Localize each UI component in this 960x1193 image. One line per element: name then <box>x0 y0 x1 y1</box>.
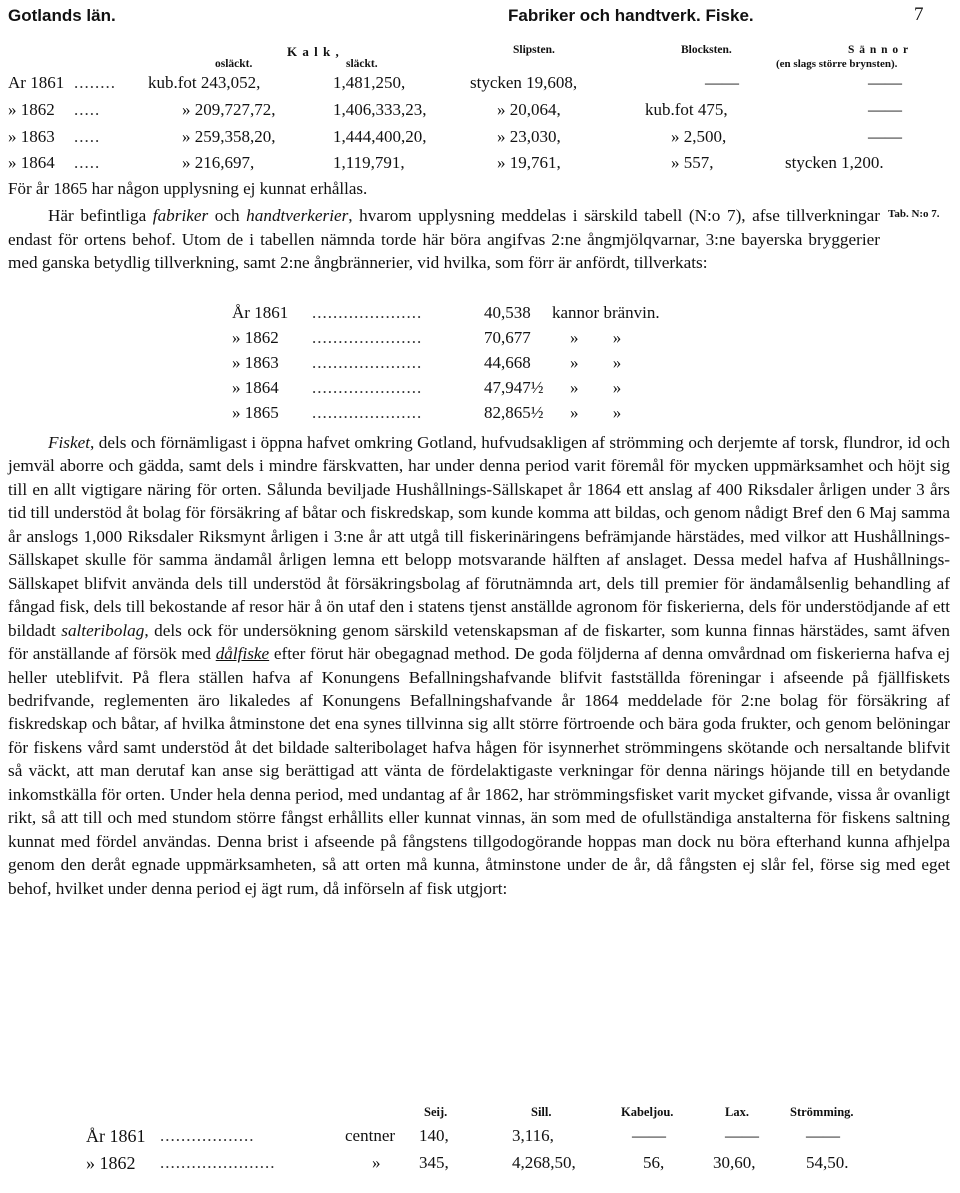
kalk-oslackt: kub.fot 243,052, <box>148 73 261 92</box>
branvin-year: » 1865 <box>232 403 279 422</box>
fish-row <box>0 1153 960 1177</box>
branvin-row <box>0 378 960 402</box>
para2-text-f: efter förut här obegagnad method. De goda följderna af denna omvårdnad om fiskerierna hafva ej heller uteblifvit. På flera ställen hafva af Konungens Befallningshafvande blifvit fastställda föreningar i afseende på fjällfiskets bedrifvande, reglementen äro likaledes af Konungens Befallningshafvande år 1864 meddelade för 2:ne bolag för försäkring af fiskredskap och båtar, af hvilka åtminstone det ena synes tillvinna sig allt större förtroende och bära goda frukter, och genom belöningar för fiskens vård samt understöd åt det bildade salteribolaget hafva hågen för isynnerhet strömmingens skötande och nersaltande blifvit så väckt, att man derutaf kan anse sig berättigad att vänta de fördelaktigaste verkningar för denna närings höjande till en betydande inkomstkälla för orten. Under hela denna period, med undantag af år 1862, har strömmingsfisket varit mycket gifvande, vissa år ovanligt rikt, så att till och med stundom större fångst erhållits eller kunnat vinnas, än som med de ofullständiga anstalterna för fiskens saltning kunnat med fördel användas. Denna brist i afseende på fångstens tillgodogörande hoppas man dock nu böra efterhand kunna afhjelpa genom den deråt egnade uppmärksamheten, så att orten må kunna, åtminstone under de år, då fångsten ej slår fel, förse sig med eget behof, hvilket under denna period ej ägt rum, då införseln af fisk utgjort: <box>8 644 950 898</box>
branvin-value: 70,677 <box>484 328 531 347</box>
kalk-year: » 1863 <box>8 127 55 146</box>
col-header-stromming: Strömming. <box>790 1105 854 1119</box>
leader-dots: ........ <box>74 73 116 92</box>
branvin-row <box>0 328 960 352</box>
branvin-year: År 1861 <box>232 303 289 322</box>
kalk-oslackt: » 209,727,72, <box>182 100 276 119</box>
col-header-seij: Seij. <box>424 1105 448 1119</box>
leader-dots: ..................... <box>312 353 423 372</box>
para1-text-e: , hvarom upplysning meddelas i särskild tabell (N:o 7), afse tillverkningar endast för ortens behof. Utom de i tabellen nämnda torde här böra angifvas 2:ne ångmjölqvarnar, 3:ne bayerska bryggerier med ganska betydlig tillverkning, samt 2:ne ångbrännerier, vid hvilka, som förr är anfördt, tillverkats: <box>8 206 880 273</box>
leader-dots: ..... <box>74 153 101 172</box>
para2-term-salteribolag: salteribolag <box>61 620 145 640</box>
branvin-unit: » » <box>570 403 622 422</box>
col-header-kabeljou: Kabeljou. <box>621 1105 674 1119</box>
para2-text-b: , dels och förnämligast i öppna hafvet omkring Gotland, hufvudsakligen af strömming och derjemte af torsk, flundror, id och jemväl aborre och gädda, samt dels i mindre färskvatten, har under denna period varit föremål för mycken uppmärksamhet och höjt sig till en allt vigtigare näring för orten. Sålunda beviljade Hushållnings-Sällskapet år 1864 ett anslag af 400 Riksdaler årligen under 3 års tid till understöd åt bolag för försäkring af båtar och fiskredskap, som kunde komma att bildas, och genom nådigt Bref den 6 Maj samma år anslogs 1,000 Riksdaler Riksmynt årligen i 3:ne år att utgå till fiskerinäringens befrämjande härstädes, med vilkor att Hushållnings-Sällskapet skulle för samma ändamål årligen lemna ett belopp motsvarande hälften af anslaget. Dessa medel hafva af Hushållnings-Sällskapet blifvit använda dels till understöd åt försäkringsbolag af förutnämnda art, dels till premier för ändamålsenlig behandling af fångad fisk, dels till bekostande af resor här å ön utaf den i statens tjenst anställde agronom för fiskerierna, dels för understödjande af ett bildadt <box>8 433 950 640</box>
paragraph-fisket <box>8 431 950 900</box>
leader-dots: ..................... <box>312 378 423 397</box>
leader-dots: .................. <box>160 1126 255 1145</box>
leader-dots: ..................... <box>312 328 423 347</box>
kalk-slackt: 1,444,400,20, <box>333 127 427 146</box>
fish-kabeljou: 56, <box>643 1153 665 1172</box>
fish-unit: » <box>372 1153 381 1172</box>
kalk-row <box>0 153 960 177</box>
kalk-slipsten: » 23,030, <box>497 127 561 146</box>
para1-term-handtverkerier: handtverkerier <box>246 206 349 225</box>
fish-lax: 30,60, <box>713 1153 756 1172</box>
leader-dots: ..... <box>74 100 101 119</box>
fish-stromming: —— <box>806 1126 840 1145</box>
running-head-section: Fabriker och handtverk. Fiske. <box>508 6 754 25</box>
note-1865: För år 1865 har någon upplysning ej kunnat erhållas. <box>8 179 368 198</box>
kalk-year: Ar 1861 <box>8 73 65 92</box>
paragraph-fabriker <box>8 204 880 275</box>
fish-row <box>0 1126 960 1150</box>
kalk-sannor: —— <box>868 127 902 146</box>
running-head-county: Gotlands län. <box>8 6 116 25</box>
fish-stromming: 54,50. <box>806 1153 849 1172</box>
leader-dots: ..................... <box>312 303 423 322</box>
fish-sill: 4,268,50, <box>512 1153 576 1172</box>
kalk-slipsten: » 19,761, <box>497 153 561 172</box>
kalk-slackt: 1,119,791, <box>333 153 405 172</box>
kalk-year: » 1862 <box>8 100 55 119</box>
col-header-lax: Lax. <box>725 1105 749 1119</box>
para2-term-dalfiske: dålfiske <box>215 644 270 664</box>
col-header-blocksten: Blocksten. <box>681 44 732 56</box>
kalk-blocksten: —— <box>705 73 739 92</box>
kalk-slackt: 1,481,250, <box>333 73 406 92</box>
kalk-row <box>0 73 960 97</box>
branvin-unit: kannor bränvin. <box>552 303 660 322</box>
kalk-group-label: K a l k , <box>287 44 340 59</box>
kalk-row <box>0 100 960 124</box>
branvin-row <box>0 303 960 327</box>
fish-year: » 1862 <box>86 1153 136 1173</box>
para2-text-d: , dels ock för undersökning genom särskild vetenskapsman af de fiskarter, som kunna finnas härstädes, samt äfven för anställande af försök med <box>8 620 950 664</box>
branvin-unit: » » <box>570 378 622 397</box>
branvin-year: » 1864 <box>232 378 279 397</box>
kalk-sannor: —— <box>868 73 902 92</box>
kalk-slipsten: » 20,064, <box>497 100 561 119</box>
branvin-year: » 1862 <box>232 328 279 347</box>
branvin-unit: » » <box>570 353 622 372</box>
fish-seij: 140, <box>419 1126 449 1145</box>
fish-lax: —— <box>725 1126 759 1145</box>
para2-term-fisket: Fisket <box>48 433 90 452</box>
kalk-blocksten: » 557, <box>671 153 714 172</box>
kalk-row <box>0 127 960 151</box>
branvin-value: 40,538 <box>484 303 531 322</box>
branvin-row <box>0 403 960 427</box>
col-header-slackt: släckt. <box>346 58 378 70</box>
col-header-slipsten: Slipsten. <box>513 44 555 56</box>
kalk-oslackt: » 216,697, <box>182 153 255 172</box>
kalk-sannor: stycken 1,200. <box>785 153 884 172</box>
fish-kabeljou: —— <box>632 1126 666 1145</box>
leader-dots: ..................... <box>312 403 423 422</box>
kalk-year: » 1864 <box>8 153 55 172</box>
branvin-row <box>0 353 960 377</box>
para1-term-fabriker: fabriker <box>152 206 209 225</box>
fish-seij: 345, <box>419 1153 449 1172</box>
para1-text-a: Här befintliga <box>48 206 153 225</box>
branvin-unit: » » <box>570 328 622 347</box>
para1-text-c: och <box>208 206 247 225</box>
kalk-oslackt: » 259,358,20, <box>182 127 276 146</box>
branvin-value: 47,947½ <box>484 378 544 397</box>
fish-unit: centner <box>345 1126 396 1145</box>
kalk-blocksten: » 2,500, <box>671 127 727 146</box>
kalk-slackt: 1,406,333,23, <box>333 100 427 119</box>
leader-dots: ..... <box>74 127 101 146</box>
kalk-sannor: —— <box>868 100 902 119</box>
page-number: 7 <box>914 4 924 25</box>
kalk-blocksten: kub.fot 475, <box>645 100 728 119</box>
col-header-oslackt: osläckt. <box>215 58 253 70</box>
col-header-sannor: S ä n n o r <box>848 44 910 56</box>
leader-dots: ...................... <box>160 1153 276 1172</box>
fish-sill: 3,116, <box>512 1126 554 1145</box>
margin-note-table: Tab. N:o 7. <box>888 208 940 220</box>
col-header-sannor-sub: (en slags större brynsten). <box>776 58 898 70</box>
branvin-year: » 1863 <box>232 353 279 372</box>
fish-year: År 1861 <box>86 1126 146 1146</box>
kalk-slipsten: stycken 19,608, <box>470 73 578 92</box>
branvin-value: 82,865½ <box>484 403 544 422</box>
col-header-sill: Sill. <box>531 1105 552 1119</box>
branvin-value: 44,668 <box>484 353 531 372</box>
